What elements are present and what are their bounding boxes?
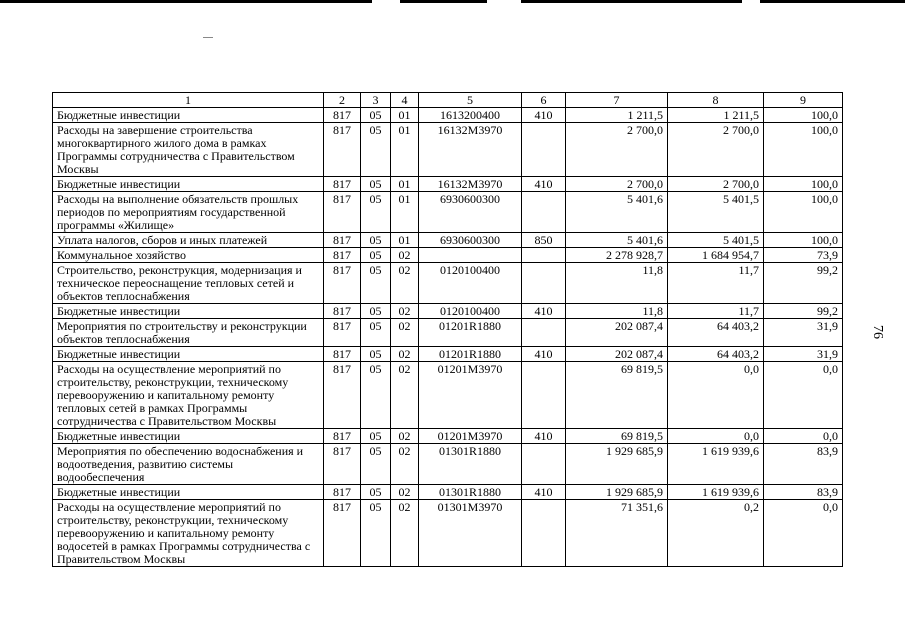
cell-subsection: 01 xyxy=(391,177,419,192)
cell-expense-type: 410 xyxy=(522,177,566,192)
cell-planned-amount: 5 401,6 xyxy=(566,192,668,233)
row-label: Бюджетные инвестиции xyxy=(53,485,324,500)
cell-target-article: 16132М3970 xyxy=(419,177,522,192)
cell-section: 05 xyxy=(361,177,391,192)
row-label: Бюджетные инвестиции xyxy=(53,108,324,123)
cell-section: 05 xyxy=(361,108,391,123)
cell-ministry-code: 817 xyxy=(324,444,361,485)
cell-expense-type xyxy=(522,444,566,485)
cell-subsection: 01 xyxy=(391,123,419,177)
cell-section: 05 xyxy=(361,123,391,177)
cell-expense-type: 410 xyxy=(522,485,566,500)
table-row xyxy=(53,108,843,123)
cell-executed-amount: 1 211,5 xyxy=(668,108,764,123)
cell-section: 05 xyxy=(361,319,391,347)
cell-subsection: 02 xyxy=(391,347,419,362)
cell-ministry-code: 817 xyxy=(324,347,361,362)
budget-table xyxy=(52,92,843,567)
cell-expense-type: 410 xyxy=(522,429,566,444)
table-row xyxy=(53,123,843,177)
cell-section: 05 xyxy=(361,485,391,500)
cell-executed-amount: 1 684 954,7 xyxy=(668,248,764,263)
cell-planned-amount: 69 819,5 xyxy=(566,362,668,429)
cell-ministry-code: 817 xyxy=(324,319,361,347)
cell-executed-amount: 64 403,2 xyxy=(668,347,764,362)
cell-section: 05 xyxy=(361,304,391,319)
cell-executed-amount: 5 401,5 xyxy=(668,233,764,248)
cell-execution-percent: 0,0 xyxy=(764,429,843,444)
cell-execution-percent: 0,0 xyxy=(764,362,843,429)
cell-target-article: 01201R1880 xyxy=(419,319,522,347)
cell-target-article: 01201М3970 xyxy=(419,429,522,444)
cell-executed-amount: 2 700,0 xyxy=(668,123,764,177)
row-label: Бюджетные инвестиции xyxy=(53,429,324,444)
table-row xyxy=(53,444,843,485)
cell-subsection: 02 xyxy=(391,500,419,567)
scan-edge-top xyxy=(0,0,905,3)
cell-planned-amount: 202 087,4 xyxy=(566,319,668,347)
cell-planned-amount: 11,8 xyxy=(566,304,668,319)
cell-subsection: 01 xyxy=(391,233,419,248)
row-label: Мероприятия по обеспечению водоснабжения и водоотведения, развитию системы водообеспечения xyxy=(53,444,324,485)
cell-expense-type xyxy=(522,362,566,429)
cell-subsection: 02 xyxy=(391,304,419,319)
cell-executed-amount: 11,7 xyxy=(668,263,764,304)
col-header: 8 xyxy=(668,93,764,108)
cell-section: 05 xyxy=(361,347,391,362)
cell-execution-percent: 100,0 xyxy=(764,177,843,192)
cell-ministry-code: 817 xyxy=(324,123,361,177)
cell-execution-percent: 99,2 xyxy=(764,304,843,319)
cell-expense-type: 410 xyxy=(522,347,566,362)
cell-section: 05 xyxy=(361,500,391,567)
cell-planned-amount: 69 819,5 xyxy=(566,429,668,444)
cell-ministry-code: 817 xyxy=(324,248,361,263)
col-header: 3 xyxy=(361,93,391,108)
cell-ministry-code: 817 xyxy=(324,304,361,319)
row-label: Расходы на осуществление мероприятий по строительству, реконструкции, техническому перевооружению и капитальному ремонту тепловых сетей в рамках Программы сотрудничества с Правительством Москвы xyxy=(53,362,324,429)
cell-planned-amount: 2 700,0 xyxy=(566,177,668,192)
cell-planned-amount: 1 929 685,9 xyxy=(566,485,668,500)
cell-section: 05 xyxy=(361,362,391,429)
cell-planned-amount: 202 087,4 xyxy=(566,347,668,362)
cell-expense-type xyxy=(522,500,566,567)
cell-executed-amount: 11,7 xyxy=(668,304,764,319)
row-label: Расходы на завершение строительства многоквартирного жилого дома в рамках Программы сотрудничества с Правительством Москвы xyxy=(53,123,324,177)
table-row xyxy=(53,177,843,192)
cell-execution-percent: 0,0 xyxy=(764,500,843,567)
cell-expense-type xyxy=(522,263,566,304)
cell-section: 05 xyxy=(361,192,391,233)
cell-planned-amount: 1 929 685,9 xyxy=(566,444,668,485)
cell-planned-amount: 2 700,0 xyxy=(566,123,668,177)
table-row xyxy=(53,362,843,429)
cell-executed-amount: 2 700,0 xyxy=(668,177,764,192)
cell-subsection: 02 xyxy=(391,485,419,500)
cell-planned-amount: 5 401,6 xyxy=(566,233,668,248)
cell-executed-amount: 1 619 939,6 xyxy=(668,485,764,500)
cell-target-article: 0120100400 xyxy=(419,263,522,304)
cell-target-article: 6930600300 xyxy=(419,233,522,248)
cell-subsection: 02 xyxy=(391,319,419,347)
cell-target-article: 16132М3970 xyxy=(419,123,522,177)
table-header-row xyxy=(53,93,843,108)
cell-subsection: 02 xyxy=(391,429,419,444)
cell-target-article: 6930600300 xyxy=(419,192,522,233)
cell-planned-amount: 2 278 928,7 xyxy=(566,248,668,263)
table-row xyxy=(53,233,843,248)
cell-planned-amount: 11,8 xyxy=(566,263,668,304)
cell-execution-percent: 100,0 xyxy=(764,123,843,177)
cell-section: 05 xyxy=(361,429,391,444)
table-row xyxy=(53,319,843,347)
cell-execution-percent: 83,9 xyxy=(764,444,843,485)
row-label: Бюджетные инвестиции xyxy=(53,177,324,192)
scan-edge-gap xyxy=(742,0,760,3)
cell-ministry-code: 817 xyxy=(324,362,361,429)
col-header: 9 xyxy=(764,93,843,108)
table-row xyxy=(53,485,843,500)
table-row xyxy=(53,429,843,444)
cell-subsection: 02 xyxy=(391,263,419,304)
cell-execution-percent: 100,0 xyxy=(764,108,843,123)
scan-edge-gap xyxy=(372,0,400,3)
cell-target-article: 1613200400 xyxy=(419,108,522,123)
row-label: Расходы на выполнение обязательств прошлых периодов по мероприятиям государственной программы «Жилище» xyxy=(53,192,324,233)
cell-section: 05 xyxy=(361,248,391,263)
cell-subsection: 01 xyxy=(391,192,419,233)
cell-expense-type xyxy=(522,192,566,233)
table-row xyxy=(53,500,843,567)
cell-execution-percent: 99,2 xyxy=(764,263,843,304)
cell-ministry-code: 817 xyxy=(324,263,361,304)
scan-edge-gap xyxy=(487,0,521,3)
cell-ministry-code: 817 xyxy=(324,429,361,444)
cell-executed-amount: 5 401,5 xyxy=(668,192,764,233)
table-row xyxy=(53,248,843,263)
table-row xyxy=(53,347,843,362)
row-label: Коммунальное хозяйство xyxy=(53,248,324,263)
page-number: 76 xyxy=(870,325,885,339)
cell-subsection: 02 xyxy=(391,248,419,263)
cell-executed-amount: 0,0 xyxy=(668,429,764,444)
cell-target-article: 01301R1880 xyxy=(419,485,522,500)
cell-expense-type xyxy=(522,248,566,263)
cell-executed-amount: 64 403,2 xyxy=(668,319,764,347)
cell-section: 05 xyxy=(361,263,391,304)
col-header: 6 xyxy=(522,93,566,108)
table-row xyxy=(53,304,843,319)
col-header: 7 xyxy=(566,93,668,108)
cell-execution-percent: 31,9 xyxy=(764,319,843,347)
cell-target-article: 01301R1880 xyxy=(419,444,522,485)
cell-ministry-code: 817 xyxy=(324,500,361,567)
table-row xyxy=(53,263,843,304)
cell-target-article: 01301М3970 xyxy=(419,500,522,567)
cell-execution-percent: 83,9 xyxy=(764,485,843,500)
table-row xyxy=(53,192,843,233)
cell-ministry-code: 817 xyxy=(324,192,361,233)
cell-expense-type: 850 xyxy=(522,233,566,248)
cell-expense-type xyxy=(522,123,566,177)
cell-planned-amount: 71 351,6 xyxy=(566,500,668,567)
cell-planned-amount: 1 211,5 xyxy=(566,108,668,123)
cell-target-article: 01201R1880 xyxy=(419,347,522,362)
cell-subsection: 01 xyxy=(391,108,419,123)
row-label: Бюджетные инвестиции xyxy=(53,304,324,319)
col-header: 4 xyxy=(391,93,419,108)
col-header: 2 xyxy=(324,93,361,108)
row-label: Уплата налогов, сборов и иных платежей xyxy=(53,233,324,248)
cell-executed-amount: 1 619 939,6 xyxy=(668,444,764,485)
row-label: Строительство, реконструкция, модернизация и техническое переоснащение тепловых сетей и объектов теплоснабжения xyxy=(53,263,324,304)
cell-execution-percent: 73,9 xyxy=(764,248,843,263)
row-label: Бюджетные инвестиции xyxy=(53,347,324,362)
cell-target-article: 01201М3970 xyxy=(419,362,522,429)
cell-subsection: 02 xyxy=(391,362,419,429)
cell-expense-type: 410 xyxy=(522,108,566,123)
cell-target-article: 0120100400 xyxy=(419,304,522,319)
cell-expense-type xyxy=(522,319,566,347)
cell-expense-type: 410 xyxy=(522,304,566,319)
cell-executed-amount: 0,2 xyxy=(668,500,764,567)
cell-ministry-code: 817 xyxy=(324,485,361,500)
row-label: Расходы на осуществление мероприятий по строительству, реконструкции, техническому перевооружению и капитальному ремонту водосетей в рамках Программы сотрудничества с Правительством Москвы xyxy=(53,500,324,567)
cell-target-article xyxy=(419,248,522,263)
cell-section: 05 xyxy=(361,444,391,485)
cell-executed-amount: 0,0 xyxy=(668,362,764,429)
cell-execution-percent: 100,0 xyxy=(764,192,843,233)
cell-subsection: 02 xyxy=(391,444,419,485)
col-header: 1 xyxy=(53,93,324,108)
scan-speck xyxy=(203,37,213,38)
cell-ministry-code: 817 xyxy=(324,177,361,192)
cell-section: 05 xyxy=(361,233,391,248)
cell-ministry-code: 817 xyxy=(324,108,361,123)
col-header: 5 xyxy=(419,93,522,108)
row-label: Мероприятия по строительству и реконструкции объектов теплоснабжения xyxy=(53,319,324,347)
cell-ministry-code: 817 xyxy=(324,233,361,248)
cell-execution-percent: 31,9 xyxy=(764,347,843,362)
cell-execution-percent: 100,0 xyxy=(764,233,843,248)
